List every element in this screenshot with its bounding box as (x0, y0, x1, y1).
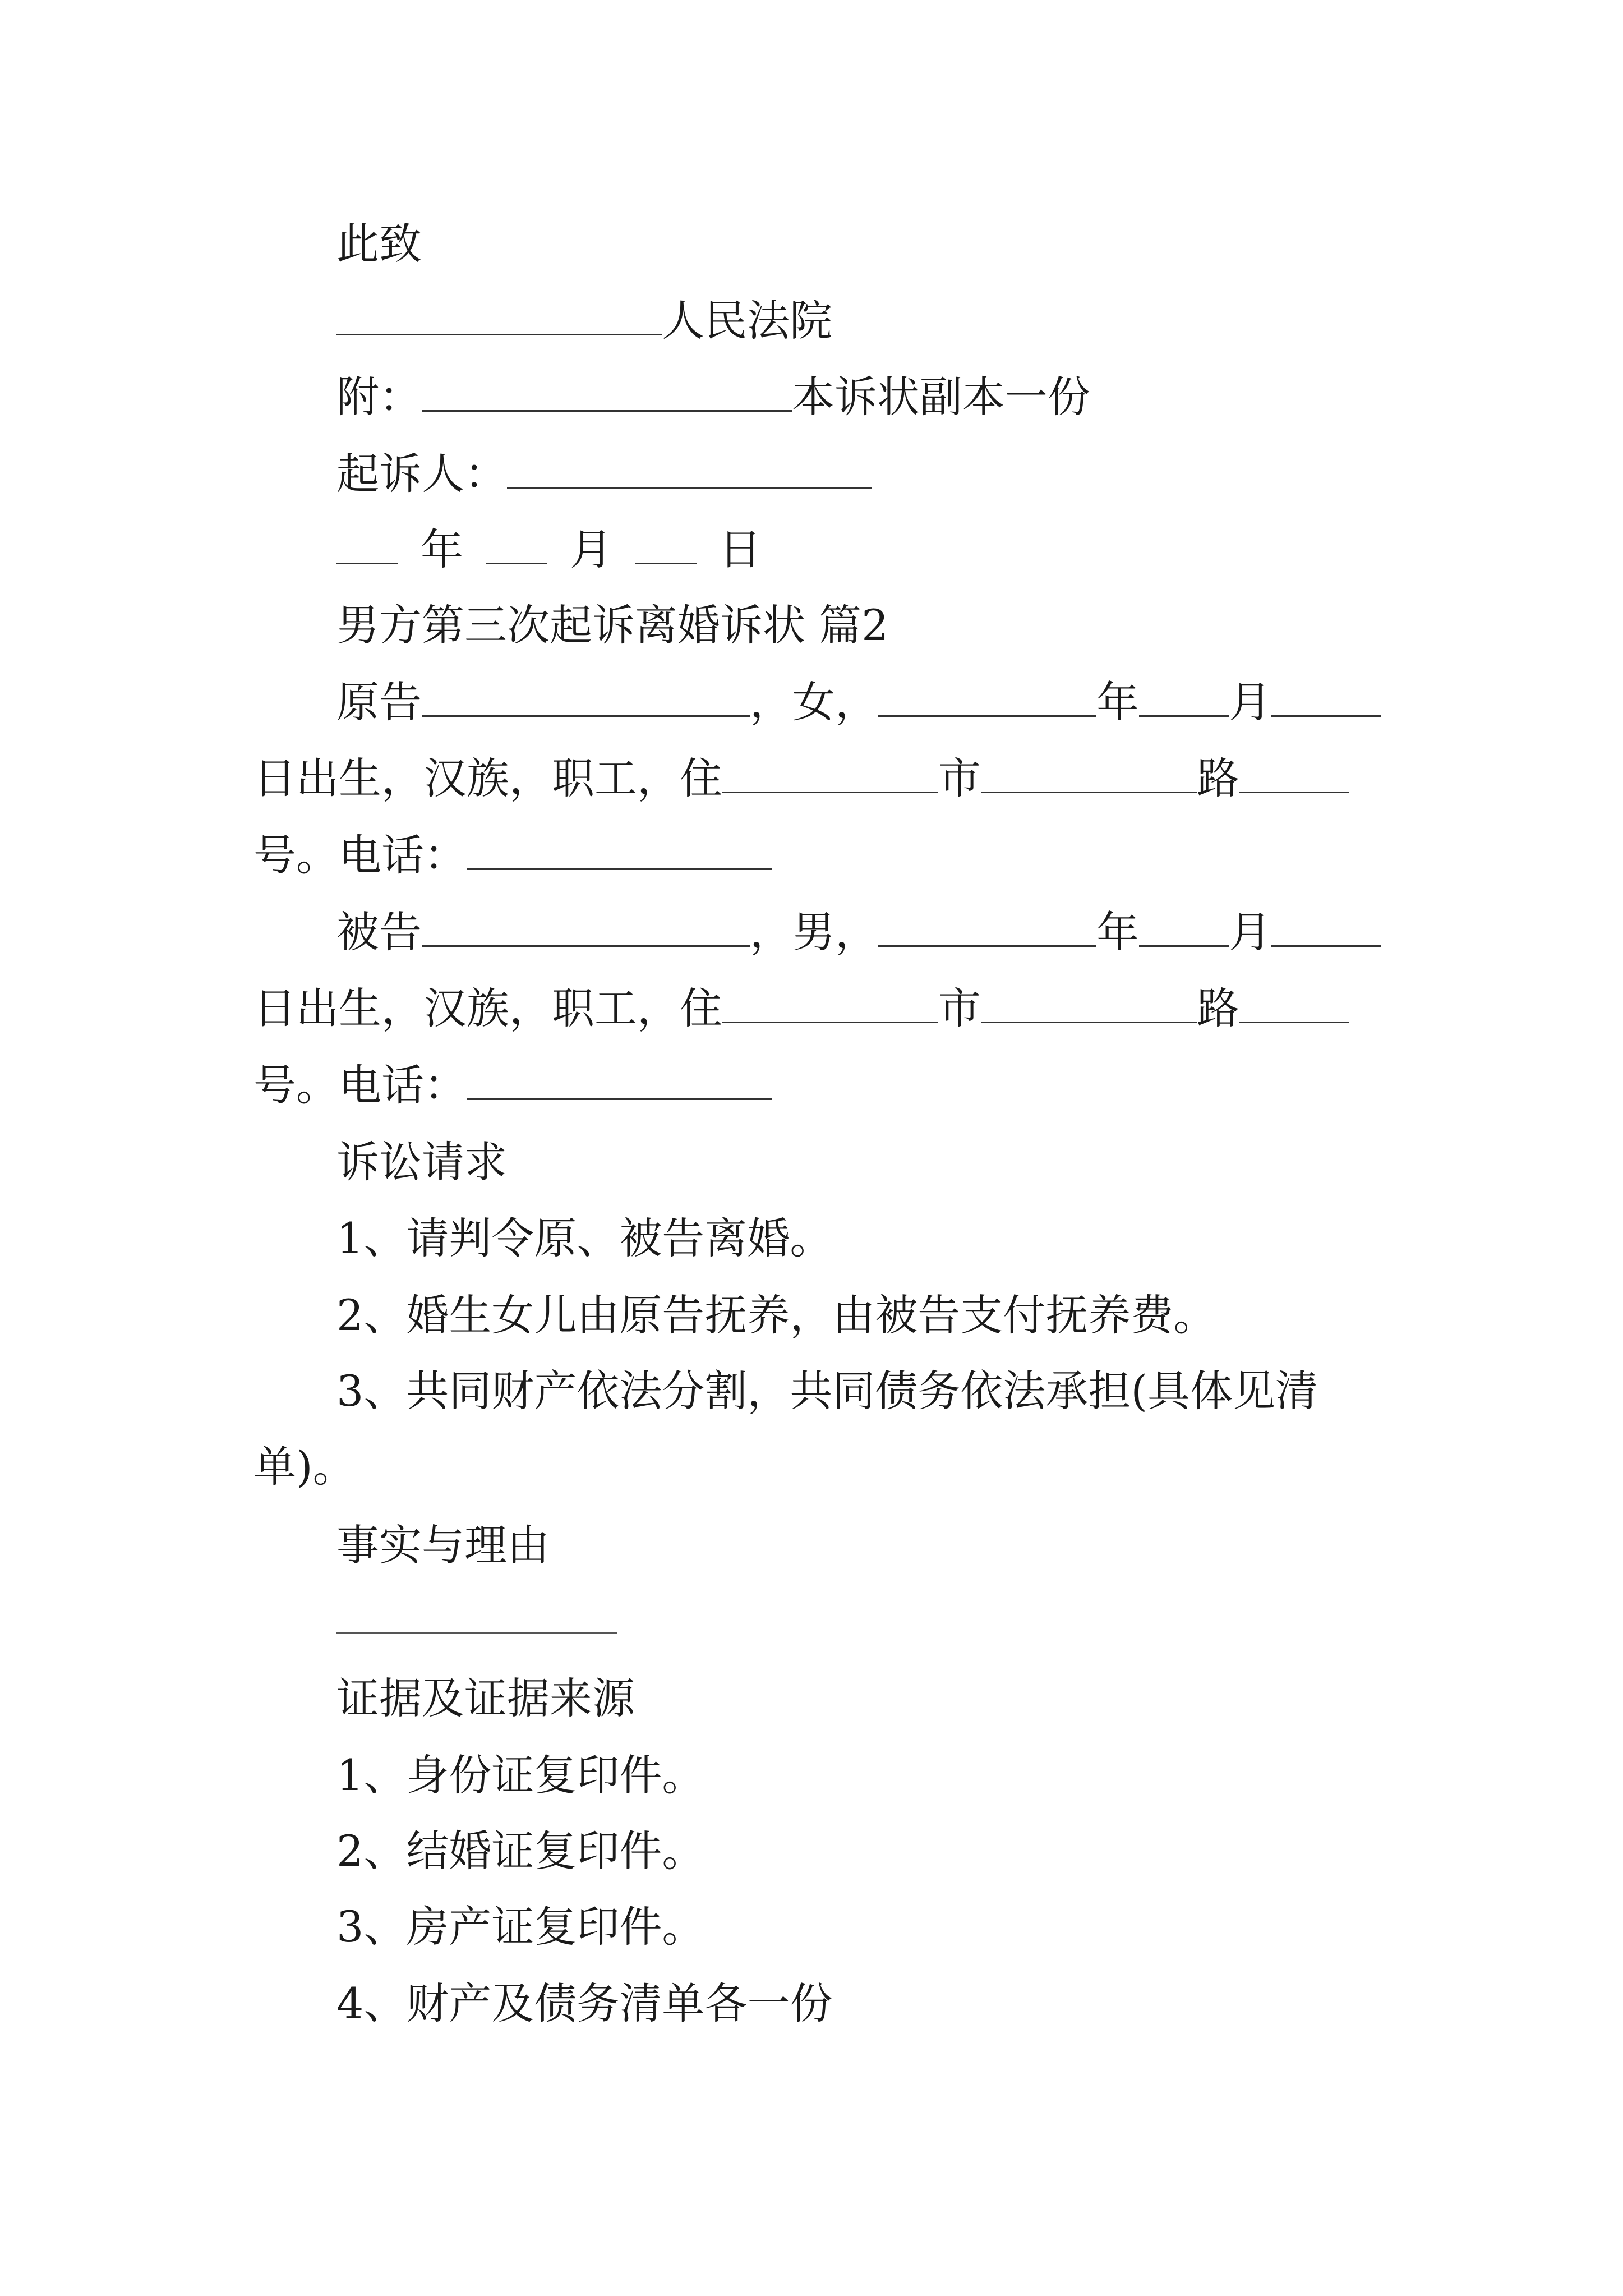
defendant-line-3 (253, 1057, 772, 1114)
defendant-label: 被告 (336, 907, 422, 957)
month-blank (486, 530, 547, 564)
plaintiff-year-blank (878, 683, 1096, 717)
day-blank (635, 530, 697, 564)
defendant-born: 日出生，汉族，职工，住 (253, 983, 722, 1033)
plaintiff-born: 日出生，汉族，职工，住 (253, 753, 722, 803)
date-month: 月 (570, 524, 612, 574)
facts-heading: 事实与理由 (336, 1520, 550, 1570)
plaintiff-city-blank (722, 759, 938, 793)
defendant-phone-blank (467, 1066, 772, 1100)
court-line (336, 293, 832, 349)
plaintiff-line-1 (336, 674, 1381, 730)
defendant-line-1 (336, 904, 1381, 960)
claim-item-continuation: 单)。 (253, 1442, 356, 1492)
evidence-item: 2、结婚证复印件。 (336, 1826, 705, 1876)
plaintiff-line-2 (253, 751, 1349, 807)
plaintiff-road-blank (981, 759, 1197, 793)
attachment-text: 本诉状副本一份 (792, 372, 1090, 422)
date-day: 日 (719, 524, 762, 574)
plaintiff-city: 市 (938, 753, 981, 803)
defendant-city-blank (722, 989, 938, 1023)
defendant-line-2 (253, 981, 1349, 1037)
evidence-heading: 证据及证据来源 (336, 1673, 635, 1723)
plaintiff-gender: ，女， (750, 677, 878, 727)
defendant-name-blank (422, 913, 750, 947)
plaintiff-number-blank (1239, 759, 1349, 793)
plaintiff-road: 路 (1197, 753, 1239, 803)
claim-item: 1、请判令原、被告离婚。 (336, 1213, 833, 1263)
date-line (336, 522, 762, 578)
claims-heading: 诉讼请求 (336, 1137, 507, 1187)
plaintiff-signature-blank (507, 454, 872, 489)
defendant-month-blank (1139, 913, 1229, 947)
claim-item: 2、婚生女儿由原告抚养，由被告支付抚养费。 (336, 1290, 1216, 1340)
defendant-road: 路 (1197, 983, 1239, 1033)
defendant-number-blank (1239, 989, 1349, 1023)
plaintiff-label: 原告 (336, 677, 422, 727)
defendant-gender: ，男， (750, 907, 878, 957)
defendant-month: 月 (1229, 907, 1271, 957)
facts-blank-line (336, 1632, 617, 1634)
date-year: 年 (421, 524, 463, 574)
evidence-item: 1、身份证复印件。 (336, 1750, 705, 1800)
year-blank (336, 530, 398, 564)
plaintiff-signature-label: 起诉人： (336, 449, 507, 499)
defendant-day-blank (1271, 913, 1381, 947)
court-suffix: 人民法院 (662, 296, 832, 346)
evidence-item: 4、财产及债务清单各一份 (336, 1978, 833, 2028)
plaintiff-phone-blank (467, 836, 772, 870)
attachment-line (336, 369, 1090, 425)
defendant-road-blank (981, 989, 1197, 1023)
salutation: 此致 (336, 219, 422, 269)
claim-item: 3、共同财产依法分割，共同债务依法承担(具体见清 (336, 1366, 1318, 1416)
plaintiff-line-3 (253, 827, 772, 884)
defendant-year-blank (878, 913, 1096, 947)
plaintiff-month-blank (1139, 683, 1229, 717)
plaintiff-month: 月 (1229, 677, 1271, 727)
attachment-blank (422, 378, 792, 412)
defendant-city: 市 (938, 983, 981, 1033)
defendant-year: 年 (1096, 907, 1139, 957)
plaintiff-day-blank (1271, 683, 1381, 717)
plaintiff-year: 年 (1096, 677, 1139, 727)
plaintiff-signature-line (336, 446, 872, 502)
court-name-blank (336, 301, 662, 335)
attachment-label: 附： (336, 372, 422, 422)
section-title: 男方第三次起诉离婚诉状 篇2 (336, 600, 889, 650)
defendant-phone-label: 号。电话： (253, 1060, 467, 1110)
plaintiff-name-blank (422, 683, 750, 717)
plaintiff-phone-label: 号。电话： (253, 830, 467, 880)
evidence-item: 3、房产证复印件。 (336, 1902, 705, 1952)
